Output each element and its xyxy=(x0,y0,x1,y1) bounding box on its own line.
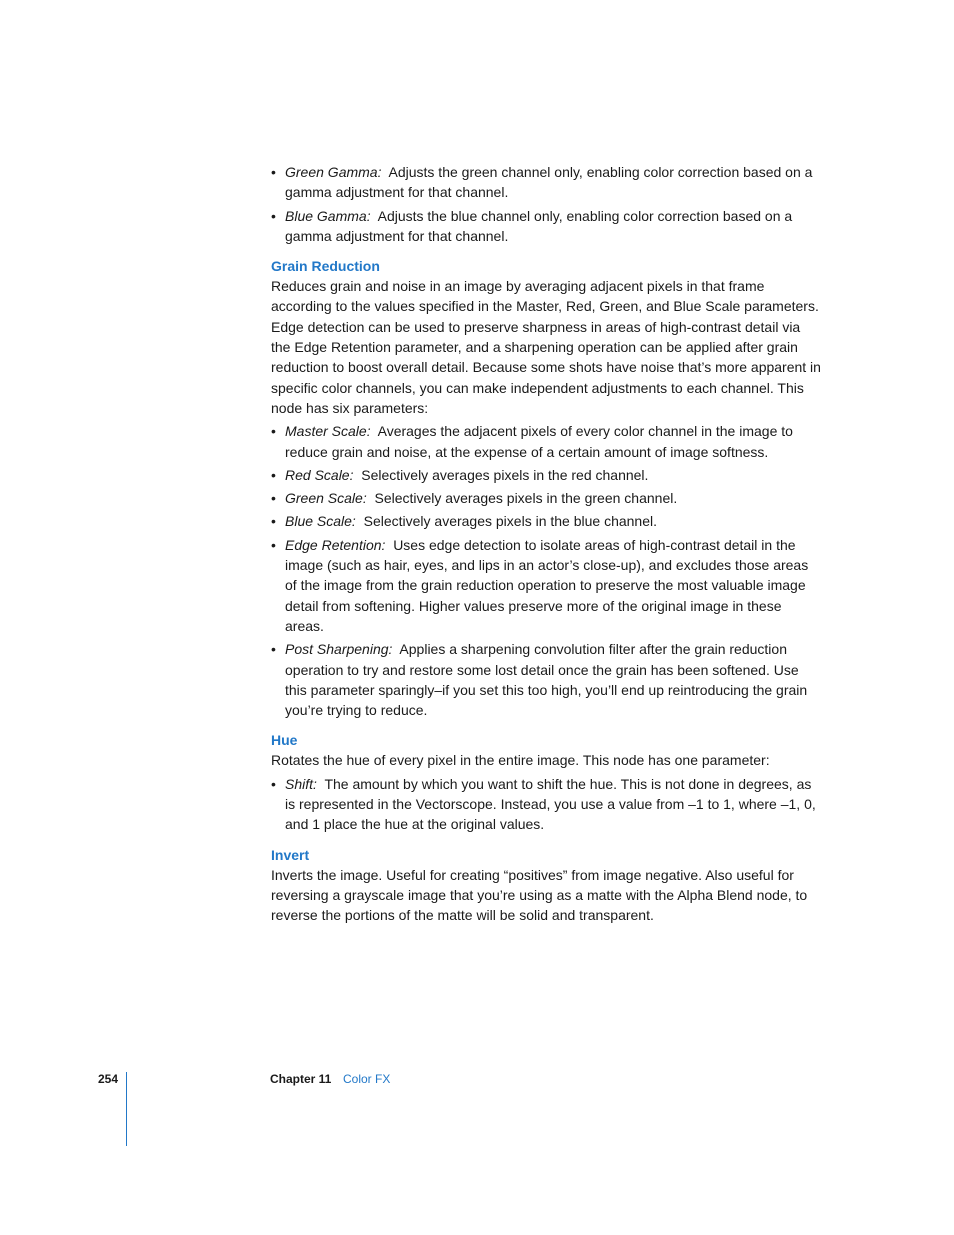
item-term: Post Sharpening: xyxy=(285,641,393,658)
list-item xyxy=(271,206,823,247)
item-text: Adjusts the green channel only, enabling color correction based on a gamma adjustment for that channel. xyxy=(285,164,813,201)
chapter-title-link[interactable]: Color FX xyxy=(343,1072,391,1086)
item-term: Green Gamma: xyxy=(285,164,382,180)
item-term: Edge Retention: xyxy=(285,536,386,553)
item-term: Blue Scale: xyxy=(285,513,356,530)
grain-reduction-body: Reduces grain and noise in an image by averaging adjacent pixels in that frame according to the values specified in the Master, Red, Green, and Blue Scale parameters. Edge detection can be used to preserve sharpness in areas of high-contrast detail via the Edge Retention parameter, and a sharpening operation can be applied after grain reduction to boost overall detail. Because some shots have noise that’s more apparent in specific color channels, you can make independent adjustments to each channel. This node has six parameters: xyxy=(271,278,821,416)
list-item xyxy=(271,421,823,462)
item-text: Selectively averages pixels in the green channel. xyxy=(374,490,678,507)
list-item xyxy=(271,639,823,720)
item-text: Selectively averages pixels in the red channel. xyxy=(361,466,649,483)
hue-heading: Hue xyxy=(271,732,298,749)
item-text: Averages the adjacent pixels of every color channel in the image to reduce grain and noise, at the expense of a certain amount of image softness. xyxy=(285,423,793,460)
hue-list xyxy=(271,774,823,835)
item-term: Master Scale: xyxy=(285,423,371,440)
list-item xyxy=(271,774,823,835)
item-text: Adjusts the blue channel only, enabling color correction based on a gamma adjustment for that channel. xyxy=(285,207,793,244)
item-text: The amount by which you want to shift the hue. This is not done in degrees, as is represented in the Vectorscope. Instead, you use a value from –1 to 1, where –1, 0, and 1 place the hue at the original values. xyxy=(285,775,816,833)
list-item xyxy=(271,511,823,531)
list-item xyxy=(271,162,823,203)
list-item xyxy=(271,465,823,485)
page-content xyxy=(271,162,823,929)
invert-body: Inverts the image. Useful for creating “positives” from image negative. Also useful for reversing a grayscale image that you’re using as a matte with the Alpha Blend node, to reverse the portions of the matte will be solid and transparent. xyxy=(271,866,808,924)
grain-reduction-heading: Grain Reduction xyxy=(271,258,380,275)
hue-body: Rotates the hue of every pixel in the entire image. This node has one parameter: xyxy=(271,752,770,769)
list-item xyxy=(271,488,823,508)
chapter-label: Chapter 11 xyxy=(270,1072,332,1086)
page-number: 254 xyxy=(98,1072,119,1086)
item-term: Blue Gamma: xyxy=(285,207,371,224)
list-item xyxy=(271,535,823,636)
grain-reduction-list xyxy=(271,421,823,720)
item-text: Uses edge detection to isolate areas of high-contrast detail in the image (such as hair, eyes, and lips in an actor’s close-up), and excludes those areas of the image from the grain reduction operation to preserve the most valuable image detail from softening. Higher values preserve more of the original image in these areas. xyxy=(285,536,809,634)
gamma-list xyxy=(271,162,823,246)
item-term: Red Scale: xyxy=(285,466,354,483)
item-term: Green Scale: xyxy=(285,490,367,507)
item-text: Selectively averages pixels in the blue channel. xyxy=(363,513,658,530)
footer-divider xyxy=(126,1072,127,1146)
item-term: Shift: xyxy=(285,775,317,792)
item-text: Applies a sharpening convolution filter after the grain reduction operation to try and restore some lost detail once the grain has been softened. Use this parameter sparingly–if you set this too high, you’ll end up reintroducing the grain you’re trying to reduce. xyxy=(285,641,808,719)
invert-heading: Invert xyxy=(271,846,310,863)
